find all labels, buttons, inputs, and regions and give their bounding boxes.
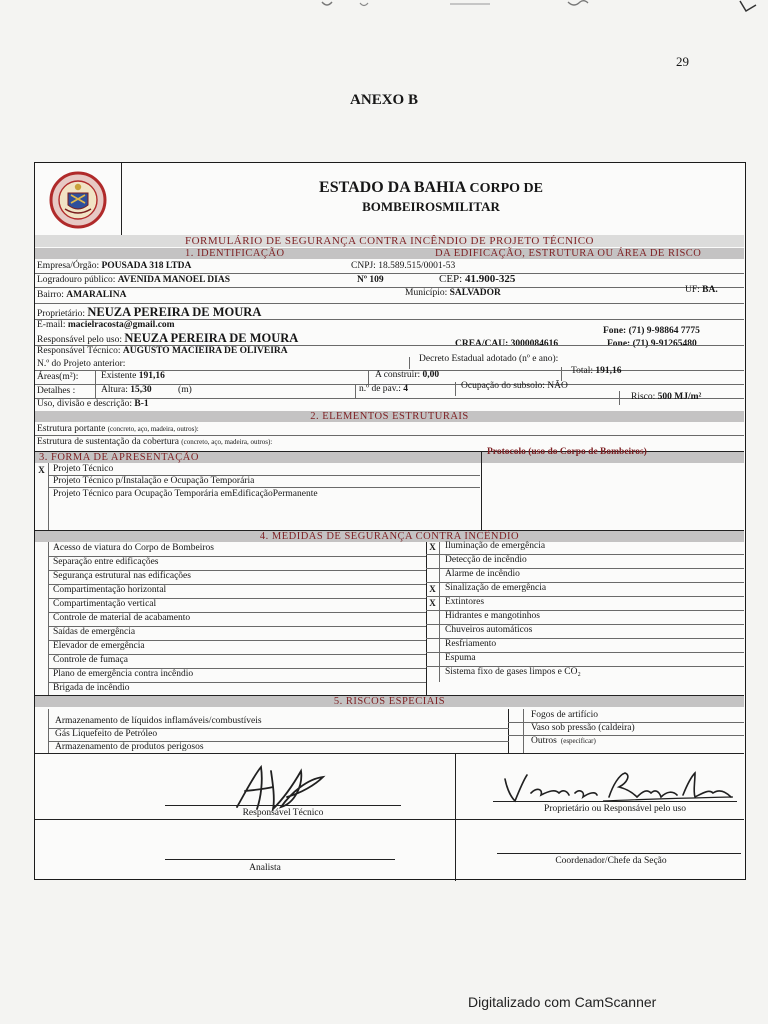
measure-checkbox-mark <box>428 668 437 678</box>
company-row <box>37 261 191 271</box>
measure-checkbox-mark <box>37 642 46 652</box>
measure-checkbox-mark <box>37 572 46 582</box>
measure-label: Hidrantes e mangotinhos <box>445 611 540 621</box>
owner-signature-line <box>493 801 737 802</box>
email-label: E-mail: <box>37 320 66 330</box>
phone1 <box>603 326 700 336</box>
divider <box>455 382 456 396</box>
special-risk-hint: (especificar) <box>560 737 596 745</box>
measure-label: Plano de emergência contra incêndio <box>53 669 194 679</box>
cnpj-value: CNPJ: 18.589.515/0001-53 <box>351 261 456 271</box>
coordinator-signature-line <box>497 853 741 854</box>
measure-checkbox-mark: X <box>429 584 436 594</box>
presentation-checkbox-mark <box>37 477 46 487</box>
fire-safety-form <box>34 162 746 880</box>
divider <box>508 709 509 753</box>
form-title: FORMULÁRIO DE SEGURANÇA CONTRA INCÊNDIO DE PROJETO TÉCNICO <box>35 235 744 247</box>
cep-label: CEP: <box>439 273 463 285</box>
divider <box>48 463 49 530</box>
to-build-area-value: 0,00 <box>422 370 440 380</box>
section4-heading: 4. MEDIDAS DE SEGURANÇA CONTRA INCÊNDIO <box>35 531 744 542</box>
subsoil-label: Ocupação do subsolo: <box>461 381 545 391</box>
header-title-state: ESTADO DA BAHIA <box>319 179 466 196</box>
divider <box>426 542 427 695</box>
presentation-option-label: Projeto Técnico para Ocupação Temporária emEdificaçãoPermanente <box>53 489 318 499</box>
divider <box>35 819 744 820</box>
height-row <box>101 385 192 395</box>
analyst-caption: Analista <box>249 863 281 873</box>
height-value: 15,30 <box>130 385 152 395</box>
divider <box>95 384 96 398</box>
roof-structure-label: Estrutura de sustentação da cobertura <box>37 437 179 447</box>
divider <box>481 452 482 530</box>
divider <box>355 384 356 398</box>
measure-label: Saídas de emergência <box>53 627 136 637</box>
floors-row <box>359 384 408 394</box>
measure-label: Extintores <box>445 597 485 607</box>
district-row <box>37 290 126 300</box>
company-value: POUSADA 318 LTDA <box>101 261 192 271</box>
use-row <box>37 399 149 409</box>
structure-label: Estrutura portante <box>37 424 106 434</box>
owner-label: Proprietário: <box>37 309 86 319</box>
risk-row <box>631 392 701 402</box>
presentation-checkbox-mark <box>37 490 46 500</box>
divider <box>35 435 744 436</box>
special-risk-label: Fogos de artifício <box>531 710 599 720</box>
city-label: Município: <box>405 288 448 298</box>
measure-checkbox-mark <box>37 614 46 624</box>
section3-heading-label: 3. FORMA DE APRESENTAÇÃO <box>39 452 199 463</box>
measure-checkbox-mark <box>37 586 46 596</box>
measure-label: Sistema fixo de gases limpos e CO₂ <box>445 667 581 677</box>
measure-checkbox-mark <box>428 654 437 664</box>
subsoil-row <box>461 381 568 391</box>
existing-area-label: Existente <box>101 371 137 381</box>
risk-value: 500 MJ/m² <box>657 392 702 402</box>
divider <box>368 370 369 384</box>
existing-area-value: 191,16 <box>138 371 165 381</box>
technical-responsible-caption: Responsável Técnico <box>242 808 324 818</box>
crea <box>455 339 558 349</box>
email-row <box>37 320 175 330</box>
divider <box>619 391 620 405</box>
measure-checkbox-mark <box>37 628 46 638</box>
analyst-signature-line <box>165 859 395 860</box>
special-risk-right-row <box>531 723 635 733</box>
divider <box>48 709 49 753</box>
previous-project-label: N.º do Projeto anterior: <box>37 359 126 369</box>
owner-value: NEUZA PEREIRA DE MOURA <box>87 305 262 319</box>
section2-heading: 2. ELEMENTOS ESTRUTURAIS <box>35 411 744 422</box>
divider <box>35 303 744 304</box>
divider <box>439 542 440 682</box>
measure-label: Compartimentação vertical <box>53 599 157 609</box>
special-risk-label: Gás Liquefeito de Petróleo <box>55 729 158 739</box>
scan-edge-marks <box>300 0 768 14</box>
header-title-corps: CORPO DE <box>469 181 543 196</box>
measure-label: Resfriamento <box>445 639 497 649</box>
use-responsible-row <box>37 331 298 346</box>
subsoil-value: NÃO <box>547 381 568 391</box>
measure-checkbox-mark <box>37 600 46 610</box>
measure-checkbox-mark <box>37 544 46 554</box>
street-row <box>37 275 230 285</box>
divider <box>48 487 480 488</box>
measure-label: Detecção de incêndio <box>445 555 527 565</box>
measure-label: Controle de fumaça <box>53 655 128 665</box>
city-value: SALVADOR <box>449 288 501 298</box>
presentation-checkbox-mark: X <box>38 465 45 475</box>
measure-label: Separação entre edificações <box>53 557 159 567</box>
cep-row <box>439 273 515 285</box>
to-build-area-label: A construir: <box>375 370 421 380</box>
measure-label: Controle de material de acabamento <box>53 613 191 623</box>
measure-checkbox-mark <box>428 640 437 650</box>
measure-checkbox-mark <box>37 684 46 694</box>
roof-structure-row <box>37 437 272 447</box>
total-area <box>571 366 622 376</box>
total-area-label: Total: <box>571 366 594 376</box>
measure-label: Espuma <box>445 653 476 663</box>
measure-label: Elevador de emergência <box>53 641 145 651</box>
measure-checkbox-mark <box>37 656 46 666</box>
use-label: Uso, divisão e descrição: <box>37 399 132 409</box>
measure-label: Compartimentação horizontal <box>53 585 167 595</box>
section1-heading-right: DA EDIFICAÇÃO, ESTRUTURA OU ÁREA DE RISCO <box>435 248 702 259</box>
form-header <box>35 163 744 236</box>
phone2 <box>607 339 697 349</box>
technical-signature-line <box>165 805 401 806</box>
floors-value: 4 <box>403 384 409 394</box>
section5-heading: 5. RISCOS ESPECIAIS <box>35 696 744 707</box>
structure-hint: (concreto, aço, madeira, outros): <box>107 425 199 433</box>
height-label: Altura: <box>101 385 128 395</box>
measure-checkbox-mark <box>428 570 437 580</box>
measure-checkbox-mark <box>37 670 46 680</box>
measure-label: Acesso de viatura do Corpo de Bombeiros <box>53 543 214 553</box>
measure-label: Sinalização de emergência <box>445 583 547 593</box>
street-value: AVENIDA MANOEL DIAS <box>117 275 230 285</box>
owner-row <box>37 305 261 320</box>
divider <box>35 753 744 754</box>
use-responsible-value: NEUZA PEREIRA DE MOURA <box>124 331 299 345</box>
total-area-value: 191,16 <box>595 366 622 376</box>
divider <box>561 367 562 381</box>
special-risk-label: Vaso sob pressão (caldeira) <box>531 723 635 733</box>
annex-title: ANEXO B <box>350 92 418 108</box>
logo-cell <box>35 163 122 235</box>
district-label: Bairro: <box>37 290 64 300</box>
district-value: AMARALINA <box>66 290 127 300</box>
measure-checkbox-mark: X <box>429 542 436 552</box>
divider <box>48 542 49 695</box>
tech-responsible-value: AUGUSTO MACIEIRA DE OLIVEIRA <box>122 346 288 356</box>
divider <box>35 287 744 288</box>
phone2-value: Fone: (71) 9-91265480 <box>607 339 697 349</box>
special-risk-right-row <box>531 736 596 746</box>
measure-label: Alarme de incêndio <box>445 569 520 579</box>
structure-row <box>37 424 199 434</box>
use-responsible-label: Responsável pelo uso: <box>37 335 122 345</box>
uf-label: UF: <box>685 285 700 295</box>
presentation-option-label: Projeto Técnico p/Instalação e Ocupação Temporária <box>53 476 255 486</box>
roof-structure-hint: (concreto, aço, madeira, outros): <box>181 438 273 446</box>
cep-value: 41.900-325 <box>464 273 516 285</box>
street-number <box>357 275 384 285</box>
measure-checkbox-mark <box>428 612 437 622</box>
header-subtitle: BOMBEIROSMILITAR <box>362 199 500 214</box>
coordinator-caption: Coordenador/Chefe da Seção <box>555 856 667 866</box>
decree-label: Decreto Estadual adotado (nº e ano): <box>419 354 559 364</box>
risk-label: Risco: <box>631 392 656 402</box>
divider <box>523 709 524 753</box>
measure-checkbox-mark <box>428 626 437 636</box>
company-label: Empresa/Órgão: <box>37 261 100 271</box>
existing-area <box>101 371 165 381</box>
header-title <box>121 179 741 197</box>
measure-label: Chuveiros automáticos <box>445 625 533 635</box>
special-risk-label: Armazenamento de produtos perigosos <box>55 742 204 752</box>
scanner-watermark: Digitalizado com CamScanner <box>468 994 657 1010</box>
crea-value: CREA/CAU: 3000084616 <box>455 339 559 349</box>
details-label: Detalhes : <box>37 386 76 396</box>
areas-label: Áreas(m²): <box>37 372 79 382</box>
uf-value: BA. <box>702 285 718 295</box>
tech-responsible-row <box>37 346 288 356</box>
divider <box>35 273 744 274</box>
height-unit: (m) <box>178 385 192 395</box>
to-build-area <box>375 370 439 380</box>
floors-label: n.º de pav.: <box>359 384 401 394</box>
section1-heading-left: 1. IDENTIFICAÇÃO <box>185 248 285 259</box>
special-risk-label: Armazenamento de líquidos inflamáveis/combustíveis <box>55 716 262 726</box>
email-value: macielracosta@gmail.com <box>67 320 175 330</box>
fire-department-seal-icon <box>43 171 113 229</box>
divider <box>455 753 456 881</box>
presentation-option-label: Projeto Técnico <box>53 464 114 474</box>
special-risk-right-row <box>531 710 598 720</box>
street-number-value: Nº 109 <box>357 275 384 285</box>
use-value: B-1 <box>134 399 149 409</box>
special-risk-label: Outros <box>531 736 557 746</box>
measure-label: Iluminação de emergência <box>445 541 546 551</box>
measure-checkbox-mark: X <box>429 598 436 608</box>
owner-caption: Proprietário ou Responsável pelo uso <box>544 804 686 814</box>
protocol-label: Protocolo (uso do Corpo de Bombeiros) <box>487 447 647 457</box>
measure-label: Brigada de incêndio <box>53 683 130 693</box>
tech-responsible-label: Responsável Técnico: <box>37 346 121 356</box>
phone1-value: Fone: (71) 9-98864 7775 <box>603 326 700 336</box>
page-number: 29 <box>676 54 689 69</box>
uf-row <box>685 285 718 295</box>
section1-heading <box>35 248 744 259</box>
measure-label: Segurança estrutural nas edificações <box>53 571 191 581</box>
divider <box>95 370 96 384</box>
street-label: Logradouro público: <box>37 275 116 285</box>
measure-checkbox-mark <box>37 558 46 568</box>
measure-checkbox-mark <box>428 556 437 566</box>
divider <box>409 357 410 369</box>
city-row <box>405 288 501 298</box>
